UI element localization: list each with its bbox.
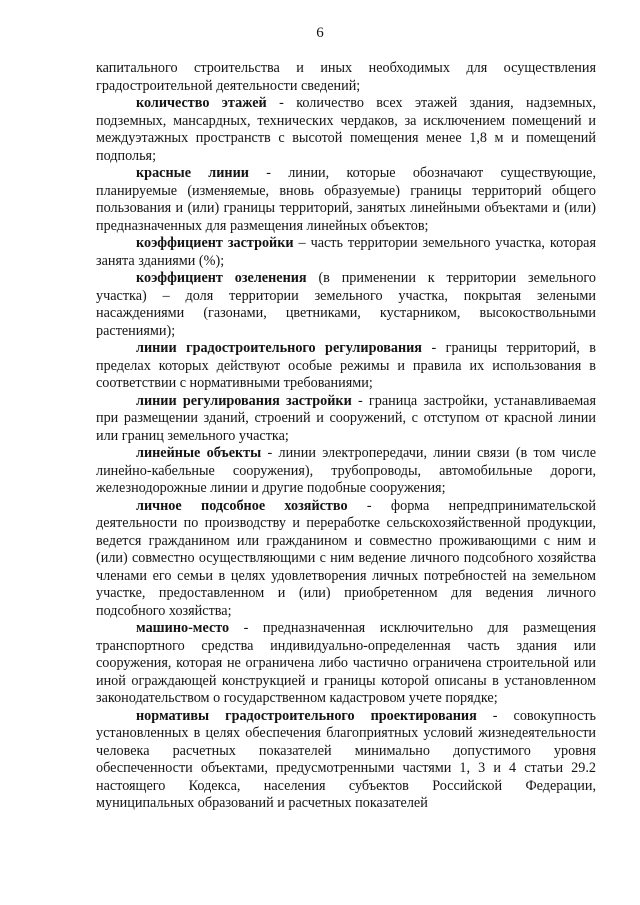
- definition-building-regulation-lines: [96, 393, 596, 446]
- definition-term: линейные объекты: [136, 445, 262, 461]
- definition-term: коэффициент застройки: [136, 235, 294, 251]
- paragraph-continuation: [96, 60, 596, 95]
- definition-linear-objects: [96, 445, 596, 498]
- definition-term: нормативы градостроительного проектирования: [136, 707, 477, 724]
- definition-text: - граница застройки, устанавливаемая при размещении зданий, строений и сооружений, с отступом от красной линии или границ земельного участка;: [96, 392, 596, 444]
- definition-term: линии регулирования застройки: [136, 392, 352, 409]
- definition-text: (в применении к территории земельного участка) – доля территории земельного участка, покрытая зелеными насаждениями (газонами, цветниками, кустарником, высокоствольными растениями);: [96, 270, 596, 339]
- definition-personal-subsidiary-farm: [96, 498, 596, 621]
- definition-text: - количество всех этажей здания, надземных, подземных, мансардных, технических чердаков, за исключением помещений и междуэтажных пространств с высотой помещения менее 1,8 м и помещений подполья;: [96, 95, 596, 164]
- definition-greening-coefficient: [96, 270, 596, 340]
- definition-urban-design-standards: [96, 708, 596, 813]
- definition-term: коэффициент озеленения: [136, 270, 307, 286]
- definition-text: – часть территории земельного участка, которая занята зданиями (%);: [96, 235, 597, 269]
- definition-text: - границы территорий, в пределах которых действуют особые режимы и правила их использования в соответствии с нормативными требованиями;: [96, 340, 596, 391]
- definition-text: - форма непредпринимательской деятельности по производству и переработке сельскохозяйственной продукции, ведется гражданином или гражданином и совместно проживающими с ним и (или) совместно осуществляющими с ним ведение личного подсобного хозяйства членами его семьи в целях удовлетворения личных потребностей на земельном участке, предоставленном и (или) приобретенном для ведения личного подсобного хозяйства;: [96, 497, 596, 619]
- definition-term: линии градостроительного регулирования: [136, 340, 422, 356]
- definition-building-coefficient: [96, 235, 596, 270]
- definition-text: - совокупность установленных в целях обеспечения благоприятных условий жизнедеятельности человека расчетных показателей минимально допустимого уровня обеспеченности объектами, предусмотренными частями 1, 3 и 4 статьи 29.2 настоящего Кодекса, населения субъектов Российской Федерации, муниципальных образований и расчетных показателей: [96, 707, 597, 811]
- definition-term: машино-место: [136, 620, 230, 636]
- definition-number-of-floors: [96, 95, 596, 165]
- definition-parking-space: [96, 620, 596, 708]
- definition-text: - линии, которые обозначают существующие, планируемые (изменяемые, вновь образуемые) границы территорий общего пользования и (или) границы территорий, занятых линейными объектами и (или) предназначенных для размещения линейных объектов;: [96, 165, 597, 234]
- paragraph-text: капитального строительства и иных необходимых для осуществления градостроительной деятельности сведений;: [96, 60, 596, 94]
- page-number: 6: [316, 25, 324, 41]
- definition-term: количество этажей: [136, 95, 267, 111]
- definition-urban-regulation-lines: [96, 340, 596, 393]
- definition-text: - линии электропередачи, линии связи (в том числе линейно-кабельные сооружения), трубопроводы, автомобильные дороги, железнодорожные линии и другие подобные сооружения;: [96, 445, 597, 496]
- document-body: [96, 60, 596, 813]
- definition-term: личное подсобное хозяйство: [136, 497, 348, 514]
- definition-red-lines: [96, 165, 596, 235]
- definition-text: - предназначенная исключительно для размещения транспортного средства индивидуально-определенная часть здания или сооружения, которая не ограничена либо частично ограничена строительной или иной ограждающей конструкцией и границы которой описаны в установленном законодательством о государственном кадастровом учете порядке;: [96, 620, 596, 706]
- definition-term: красные линии: [136, 165, 249, 181]
